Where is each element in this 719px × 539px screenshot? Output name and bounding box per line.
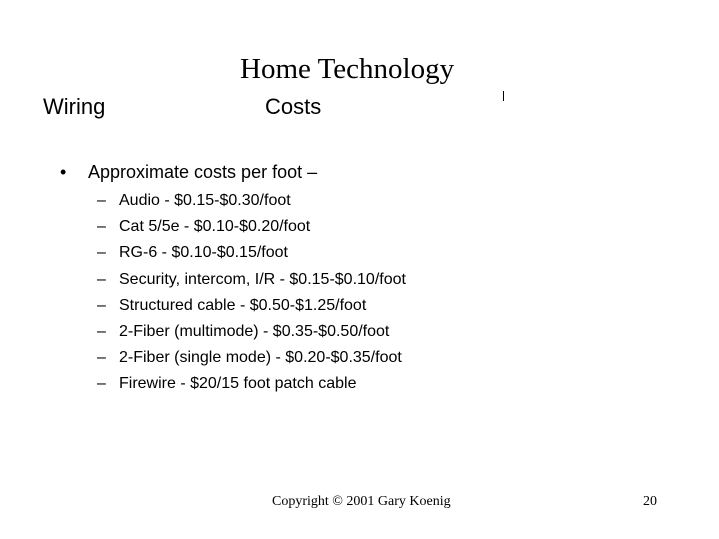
list-item-text: 2-Fiber (multimode) - $0.35-$0.50/foot — [119, 323, 390, 341]
list-item — [97, 371, 406, 397]
list-item-text: Firewire - $20/15 foot patch cable — [119, 375, 357, 393]
cost-list — [97, 188, 406, 398]
copyright-notice: Copyright © 2001 Gary Koenig — [272, 494, 451, 509]
bullet-point — [60, 160, 317, 184]
page-number: 20 — [643, 494, 657, 509]
list-item — [97, 214, 406, 240]
list-item — [97, 293, 406, 319]
dash-icon: – — [97, 349, 106, 367]
slide-subtitle-wiring: Wiring — [43, 94, 106, 119]
bullet-icon: • — [60, 162, 67, 182]
decorative-tick-mark — [503, 91, 504, 101]
list-item-text: Security, intercom, I/R - $0.15-$0.10/foot — [119, 270, 406, 288]
list-item-text: Audio - $0.15-$0.30/foot — [119, 192, 291, 209]
list-item-text: Cat 5/5e - $0.10-$0.20/foot — [119, 218, 311, 236]
list-item-text: 2-Fiber (single mode) - $0.20-$0.35/foot — [119, 349, 402, 367]
dash-icon: – — [97, 296, 106, 314]
list-item-text: Structured cable - $0.50-$1.25/foot — [119, 296, 367, 314]
list-item — [97, 345, 406, 371]
slide-subtitle-costs: Costs — [265, 94, 322, 119]
list-item — [97, 188, 406, 214]
list-item — [97, 240, 406, 266]
dash-icon: – — [97, 192, 106, 209]
dash-icon: – — [97, 270, 106, 288]
bullet-text: Approximate costs per foot – — [88, 162, 318, 182]
dash-icon: – — [97, 218, 106, 236]
list-item — [97, 267, 406, 293]
slide-title: Home Technology — [240, 53, 455, 85]
dash-icon: – — [97, 244, 106, 262]
list-item-text: RG-6 - $0.10-$0.15/foot — [119, 244, 288, 262]
list-item — [97, 319, 406, 345]
dash-icon: – — [97, 375, 106, 393]
dash-icon: – — [97, 323, 106, 341]
